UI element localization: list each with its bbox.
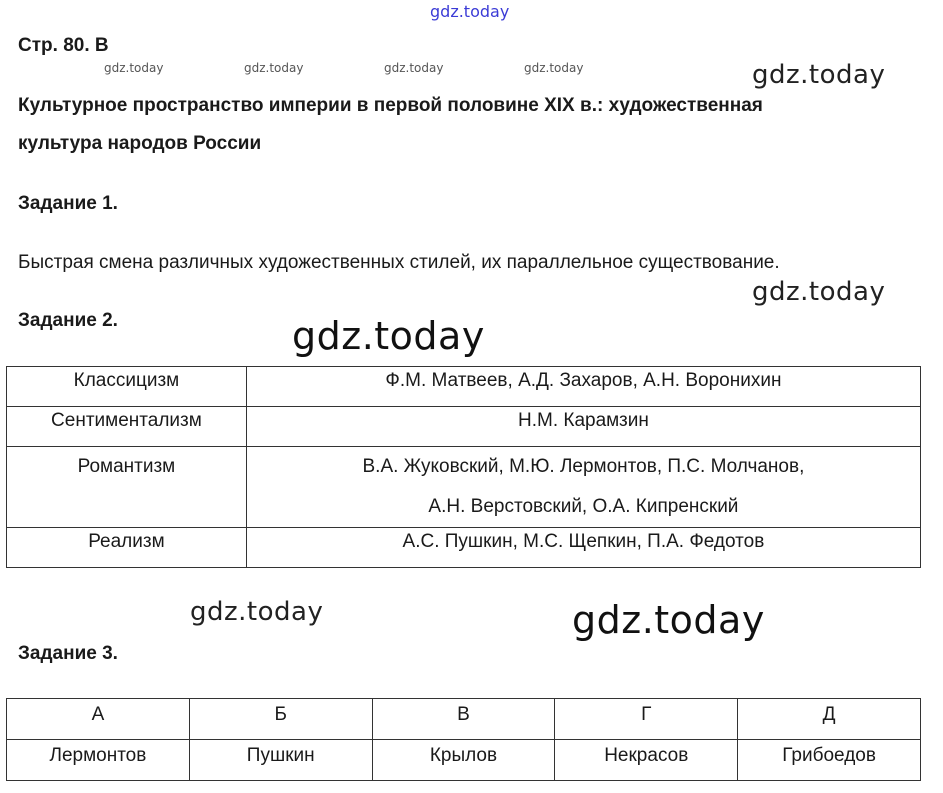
page-reference: Стр. 80. В xyxy=(18,35,109,56)
letter-cell: Д xyxy=(738,699,921,740)
table-row xyxy=(7,528,921,568)
style-cell: Классицизм xyxy=(7,367,247,407)
page-title-line1: Культурное пространство империи в первой половине XIX в.: художественная xyxy=(18,95,763,116)
watermark: gdz.today xyxy=(190,597,324,627)
style-cell: Романтизм xyxy=(7,447,247,528)
name-cell: Лермонтов xyxy=(7,740,190,781)
letter-cell: Г xyxy=(555,699,738,740)
styles-table xyxy=(6,366,921,568)
style-cell: Сентиментализм xyxy=(7,407,247,447)
name-cell: Крылов xyxy=(372,740,555,781)
watermark-small: gdz.today xyxy=(244,61,304,75)
people-line: А.Н. Верстовский, О.А. Кипренский xyxy=(428,496,739,517)
task1-answer: Быстрая смена различных художественных стилей, их параллельное существование. xyxy=(18,252,780,273)
task2-heading: Задание 2. xyxy=(18,310,118,331)
table-row xyxy=(7,367,921,407)
people-cell: Ф.М. Матвеев, А.Д. Захаров, А.Н. Воронихин xyxy=(246,367,920,407)
people-cell: А.С. Пушкин, М.С. Щепкин, П.А. Федотов xyxy=(246,528,920,568)
watermark: gdz.today xyxy=(572,598,765,642)
watermark-small: gdz.today xyxy=(384,61,444,75)
style-cell: Реализм xyxy=(7,528,247,568)
table-row xyxy=(7,740,921,781)
table-row xyxy=(7,447,921,528)
name-cell: Грибоедов xyxy=(738,740,921,781)
letter-cell: В xyxy=(372,699,555,740)
letter-cell: А xyxy=(7,699,190,740)
answers-table xyxy=(6,698,921,781)
people-cell xyxy=(246,447,920,528)
watermark-small: gdz.today xyxy=(524,61,584,75)
people-cell: Н.М. Карамзин xyxy=(246,407,920,447)
task3-heading: Задание 3. xyxy=(18,643,118,664)
watermark: gdz.today xyxy=(752,277,886,307)
watermark: gdz.today xyxy=(292,314,485,358)
name-cell: Пушкин xyxy=(189,740,372,781)
watermark: gdz.today xyxy=(752,60,886,90)
letter-cell: Б xyxy=(189,699,372,740)
page-title-line2: культура народов России xyxy=(18,133,262,154)
name-cell: Некрасов xyxy=(555,740,738,781)
people-line: В.А. Жуковский, М.Ю. Лермонтов, П.С. Молчанов, xyxy=(362,456,805,477)
top-watermark: gdz.today xyxy=(430,2,510,21)
task1-heading: Задание 1. xyxy=(18,193,118,214)
table-row xyxy=(7,699,921,740)
table-row xyxy=(7,407,921,447)
watermark-small: gdz.today xyxy=(104,61,164,75)
